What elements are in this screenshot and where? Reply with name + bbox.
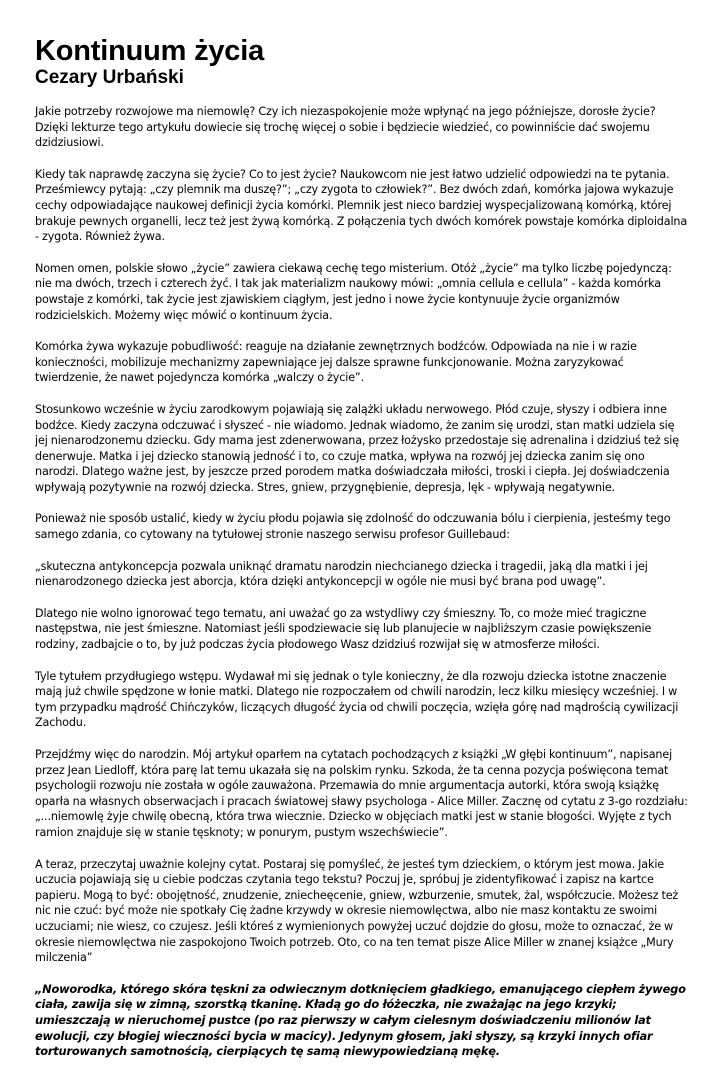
paragraph: Dlatego nie wolno ignorować tego tematu, ani uważać go za wstydliwy czy śmieszny. To, co może mieć tragiczne następstwa, nie jest śmieszne. Natomiast jeśli spodziewacie się lub planujecie w najbliższym czasie powiększenie rodziny, zadbajcie o to, by już podczas życia płodowego Wasz dzidziuś rozwijał się w atmosferze miłości. — [35, 606, 652, 652]
article-author: Cezary Urbański — [35, 67, 184, 88]
paragraph: Ponieważ nie sposób ustalić, kiedy w życiu płodu pojawia się zdolność do odczuwania bólu i cierpienia, jesteśmy tego samego zdania, co cytowany na tytułowej stronie naszego serwisu profesor Guillebaud: — [35, 512, 671, 542]
paragraph: Stosunkowo wcześnie w życiu zarodkowym pojawiają się zalążki układu nerwowego. Płód czuje, słyszy i odbiera inne bodźce. Kiedy zaczyna odczuwać i słyszeć - nie wiadomo. Jednak wiadomo, że zanim się urodzi, stan matki udziela się jej nienarodzonemu dziecku. Gdy mama jest zdenerwowana, przez łożysko przedostaje się adrenalina i dzidziuś też się denerwuje. Matka i jej dziecko stanowią jedność i to, co czuje matka, wpływa na rozwój jej dziecka zanim się ono narodzi. Dlatego ważne jest, by jeszcze przed porodem matka doświadczała miłości, troski i ciepła. Jej doświadczenia wpływają pozytywnie na rozwój dziecka. Stres, gniew, przygnębienie, depresja, lęk - wpływają negatywnie. — [35, 402, 679, 494]
paragraph: Komórka żywa wykazuje pobudliwość: reaguje na działanie zewnętrznych bodźców. Odpowiada na nie i w razie konieczności, mobilizuje mechanizmy zapewniające jej dalsze sprawne funkcjonowanie. Można zaryzykować twierdzenie, że nawet pojedyncza komórka „walczy o życie”. — [35, 340, 637, 385]
paragraph: Tyle tytułem przydługiego wstępu. Wydawał mi się jednak o tyle konieczny, że dla rozwoju dziecka istotne znaczenie mają już chwile spędzone w łonie matki. Dlatego nie rozpoczałem od chwili narodzin, lecz kilku miesięcy wcześniej. I w tym przypadku mądrość Chińczyków, liczących długość życia od chwili poczęcia, wzięła górę nad mądrością cywilizacji Zachodu. — [35, 669, 679, 730]
paragraph: Nomen omen, polskie słowo „życie” zawiera ciekawą cechę tego misterium. Otóż „życie” ma tylko liczbę pojedynczą: nie ma dwóch, trzech i czterech żyć. I tak jak materializm naukowy mówi: „omnia cellula e cellula” - każda komórka powstaje z komórki, tak życie jest zjawiskiem ciągłym, jest jedno i nowe życie kontynuuje życie organizmów rodzicielskich. Możemy więc mówić o kontinuum życia. — [35, 261, 672, 322]
paragraph: Przejdźmy więc do narodzin. Mój artykuł oparłem na cytatach pochodzących z książki „W głębi kontinuum”, napisanej przez Jean Liedloff, która parę lat temu ukazała się na polskim rynku. Szkoda, że ta cenna pozycja poświęcona temat psychologii rozwoju nie została w ogóle zauważona. Przemawia do mnie argumentacja autorki, która swoją książkę oparła na własnych obserwacjach i pracach światowej sławy psychologa - Alice Miller. Zacznę od cytatu z 3-go rozdziału: „...niemowlę żyje chwilę obecną, która trwa wiecznie. Dziecko w objęciach matki jest w stanie błogości. Wyjęte z tych ramion znajduje się w stanie tęsknoty; w ponurym, pustym wszechświecie”. — [35, 748, 688, 839]
closing-quote: „Noworodka, którego skóra tęskni za odwiecznym dotknięciem gładkiego, emanującego ciepłem żywego ciała, zawija się w zimną, szorstką tkaninę. Kładą go do łóżeczka, nie zważając na jego krzyki; umieszczają w nieruchomej pustce (po raz pierwszy w całym cielesnym doświadczeniu milionów lat ewolucji, czy błogiej wieczności bycia w macicy). Jedynym głosem, jaki słyszy, są krzyki innych ofiar torturowanych samotnością, cierpiących tę samą niewypowiedzianą mękę. — [35, 981, 686, 1059]
article-title: Kontinuum życia — [35, 35, 265, 67]
paragraph-intro: Jakie potrzeby rozwojowe ma niemowlę? Czy ich niezaspokojenie może wpłynąć na jego późniejsze, dorosłe życie? Dzięki lekturze tego artykułu dowiecie się trochę więcej o sobie i będziecie wiedzieć, co powinniście dać swojemu dzidziusiowi. — [35, 105, 656, 150]
article — [35, 36, 688, 1076]
paragraph: A teraz, przeczytaj uważnie kolejny cytat. Postaraj się pomyśleć, że jesteś tym dzieckiem, o którym jest mowa. Jakie uczucia pojawiają się u ciebie podczas czytania tego tekstu? Poczuj je, spróbuj je zidentyfikować i zapisz na kartce papieru. Mogą to być: obojętność, znudzenie, zniecheęcenie, gniew, wzburzenie, smutek, żal, współczucie. Możesz też nic nie czuć: być może nie spotkały Cię żadne krzywdy w okresie niemowlęctwa, albo nie masz kontaktu ze swoimi uczuciami; nie wiesz, co czujesz. Jeśli któreś z wymienionych powyżej uczuć dojdzie do głosu, może to oznaczać, że w okresie niemowlęctwa nie zaspokojono Twoich potrzeb. Oto, co na ten temat pisze Alice Miller w znanej książce „Mury milczenia” — [35, 857, 679, 965]
article-body — [35, 104, 688, 1060]
paragraph: Kiedy tak naprawdę zaczyna się życie? Co to jest życie? Naukowcom nie jest łatwo udzielić odpowiedzi na te pytania. Prześmiewcy pytają: „czy plemnik ma duszę?”; „czy zygota to człowiek?”. Bez dwóch zdań, komórka jajowa wykazuje cechy odpowiadające naukowej definicji życia komórki. Plemnik jest nieco bardziej wyspecjalizowaną komórką, której brakuje pewnych organelli, lecz też jest żywą komórką. Z połączenia tych dwóch komórek powstaje komórka diploidalna - zygota. Również żywa. — [35, 167, 688, 244]
paragraph-quote-guillebaud: „skuteczna antykoncepcja pozwala uniknąć dramatu narodzin niechcianego dziecka i tragedii, jaką dla matki i jej nienarodzonego dziecka jest aborcja, która dzięki antykoncepcji w ogóle nie musi być brana pod uwagę”. — [35, 559, 648, 589]
